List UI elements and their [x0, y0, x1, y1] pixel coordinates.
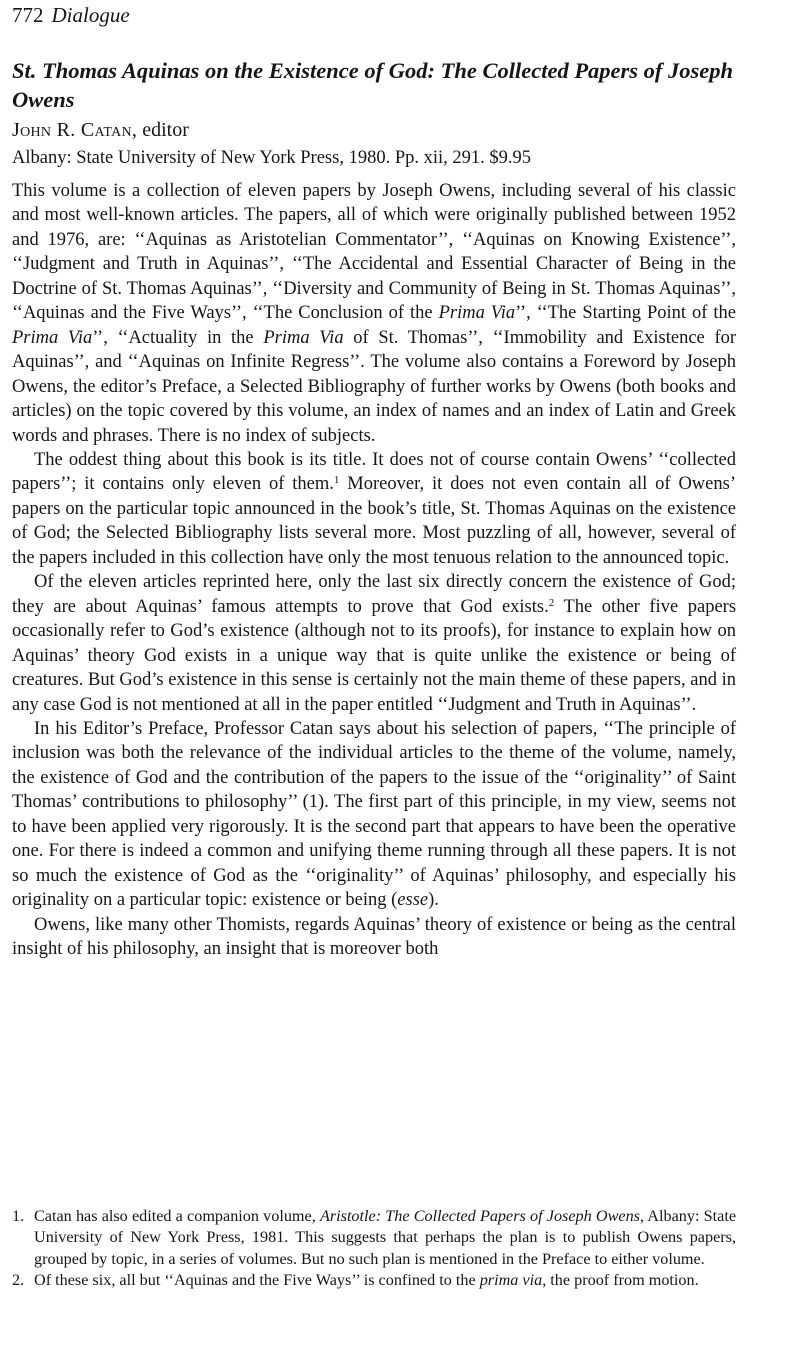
- publication-info: Albany: State University of New York Press, 1980. Pp. xii, 291. $9.95: [12, 148, 532, 168]
- paragraph-4-emphasis: esse: [397, 890, 429, 911]
- footnote-2-emphasis: prima via: [479, 1271, 543, 1290]
- footnote-1-text-a: Catan has also edited a companion volume,: [34, 1207, 316, 1225]
- paragraph-2-text-a: The oddest thing about this book is its title. It does not of course contain Owens’ ‘‘collected papers’’; it contains only eleven of them.: [12, 449, 736, 495]
- footnote-2-number: 2.: [12, 1271, 25, 1290]
- book-title: St. Thomas Aquinas on the Existence of God: The Collected Papers of Joseph Owens: [12, 58, 734, 112]
- paragraph-4-text-b: ).: [428, 890, 439, 911]
- paragraph-4-text-a: In his Editor’s Preface, Professor Catan says about his selection of papers, ‘‘The principle of inclusion was both the relevance of the individual articles to the theme of the volume, namely, the existence of God and the contribution of the papers to the issue of the ‘‘originality’’ of Saint Thomas’ contributions to philosophy’’ (1). The first part of this principle, in my view, seems not to have been applied very rigorously. It is the second part that appears to have been the operative one. For there is indeed a common and unifying theme running through all these papers. It is not so much the existence of God as the ‘‘originality’’ of Aquinas’ philosophy, and especially his originality on a particular topic: existence or being (: [12, 718, 736, 911]
- paragraph-1: [12, 179, 736, 448]
- paragraph-1-text-c: ’’, ‘‘Actuality in the: [92, 327, 254, 348]
- footnote-1: [12, 1206, 736, 1270]
- footnote-2: [12, 1270, 736, 1291]
- paragraph-2: [12, 448, 736, 570]
- paragraph-1-text-b: ’’, ‘‘The Starting Point of the: [515, 303, 736, 324]
- paragraph-3-text-b: The other five papers occasionally refer to God’s existence (although not to its proofs), for instance to explain how on Aquinas’ theory God exists in a unique way that is quite unlike the existence or being of creatures. But God’s existence in this sense is certainly not the main theme of these papers, and in any case God is not mentioned at all in the paper entitled ‘‘Judgment and Truth in Aquinas’’.: [12, 596, 737, 715]
- footnote-ref-1: 1: [333, 474, 340, 487]
- section-title: Dialogue: [51, 3, 130, 27]
- paragraph-1-text-d: of St. Thomas’’, ‘‘Immobility and Existence for Aquinas’’, and ‘‘Aquinas on Infinite Regress’’. The volume also contains a Foreword by Joseph Owens, the editor’s Preface, a Selected Bibliography of further works by Owens (both books and articles) on the topic covered by this volume, an index of names and an index of Latin and Greek words and phrases. There is no index of subjects.: [12, 327, 737, 446]
- running-head: [12, 2, 130, 28]
- paragraph-5: [12, 913, 736, 962]
- editor-name: John R. Catan,: [12, 119, 138, 141]
- paragraph-4: [12, 717, 736, 913]
- paragraph-1-emphasis-1: Prima Via: [438, 303, 516, 324]
- paragraph-1-text-a: This volume is a collection of eleven papers by Joseph Owens, including several of his classic and most well-known articles. The papers, all of which were originally published between 1952 and 1976, are: ‘‘Aquinas as Aristotelian Commentator’’, ‘‘Aquinas on Knowing Existence’’, ‘‘Judgment and Truth in Aquinas’’, ‘‘The Accidental and Essential Character of Being in the Doctrine of St. Thomas Aquinas’’, ‘‘Diversity and Community of Being in St. Thomas Aquinas’’, ‘‘Aquinas and the Five Ways’’, ‘‘The Conclusion of the: [12, 181, 736, 324]
- review-body: [12, 179, 736, 962]
- page-number: 772: [12, 3, 44, 27]
- footnote-1-number: 1.: [12, 1207, 25, 1225]
- footnote-2-text-b: , the proof from motion.: [542, 1271, 699, 1290]
- editor-role: editor: [142, 119, 189, 141]
- paragraph-1-emphasis-3: Prima Via: [263, 327, 344, 348]
- footnote-1-emphasis: Aristotle: The Collected Papers of Joseph Owens: [319, 1207, 640, 1225]
- paragraph-1-emphasis-2: Prima Via: [12, 327, 93, 348]
- paragraph-5-text: Owens, like many other Thomists, regards Aquinas’ theory of existence or being as the central insight of his philosophy, an insight that is moreover both: [12, 914, 736, 960]
- editor-line: [12, 117, 189, 143]
- footnotes: [12, 1206, 736, 1292]
- footnote-ref-2: 2: [548, 596, 555, 609]
- paragraph-2-text-b: Moreover, it does not even contain all of Owens’ papers on the particular topic announced in the book’s title, St. Thomas Aquinas on the existence of God; the Selected Bibliography lists several more. Most puzzling of all, however, several of the papers included in this collection have only the most tenuous relation to the announced topic.: [12, 474, 736, 568]
- footnote-1-text-b: , Albany: State University of New York Press, 1981. This suggests that perhaps the plan is to publish Owens papers, grouped by topic, in a series of volumes. But no such plan is mentioned in the Preface to either volume.: [34, 1207, 737, 1268]
- paragraph-3: [12, 570, 736, 717]
- footnote-2-text-a: Of these six, all but ‘‘Aquinas and the Five Ways’’ is confined to the: [34, 1271, 476, 1290]
- paragraph-3-text-a: Of the eleven articles reprinted here, only the last six directly concern the existence of God; they are about Aquinas’ famous attempts to prove that God exists.: [12, 572, 736, 617]
